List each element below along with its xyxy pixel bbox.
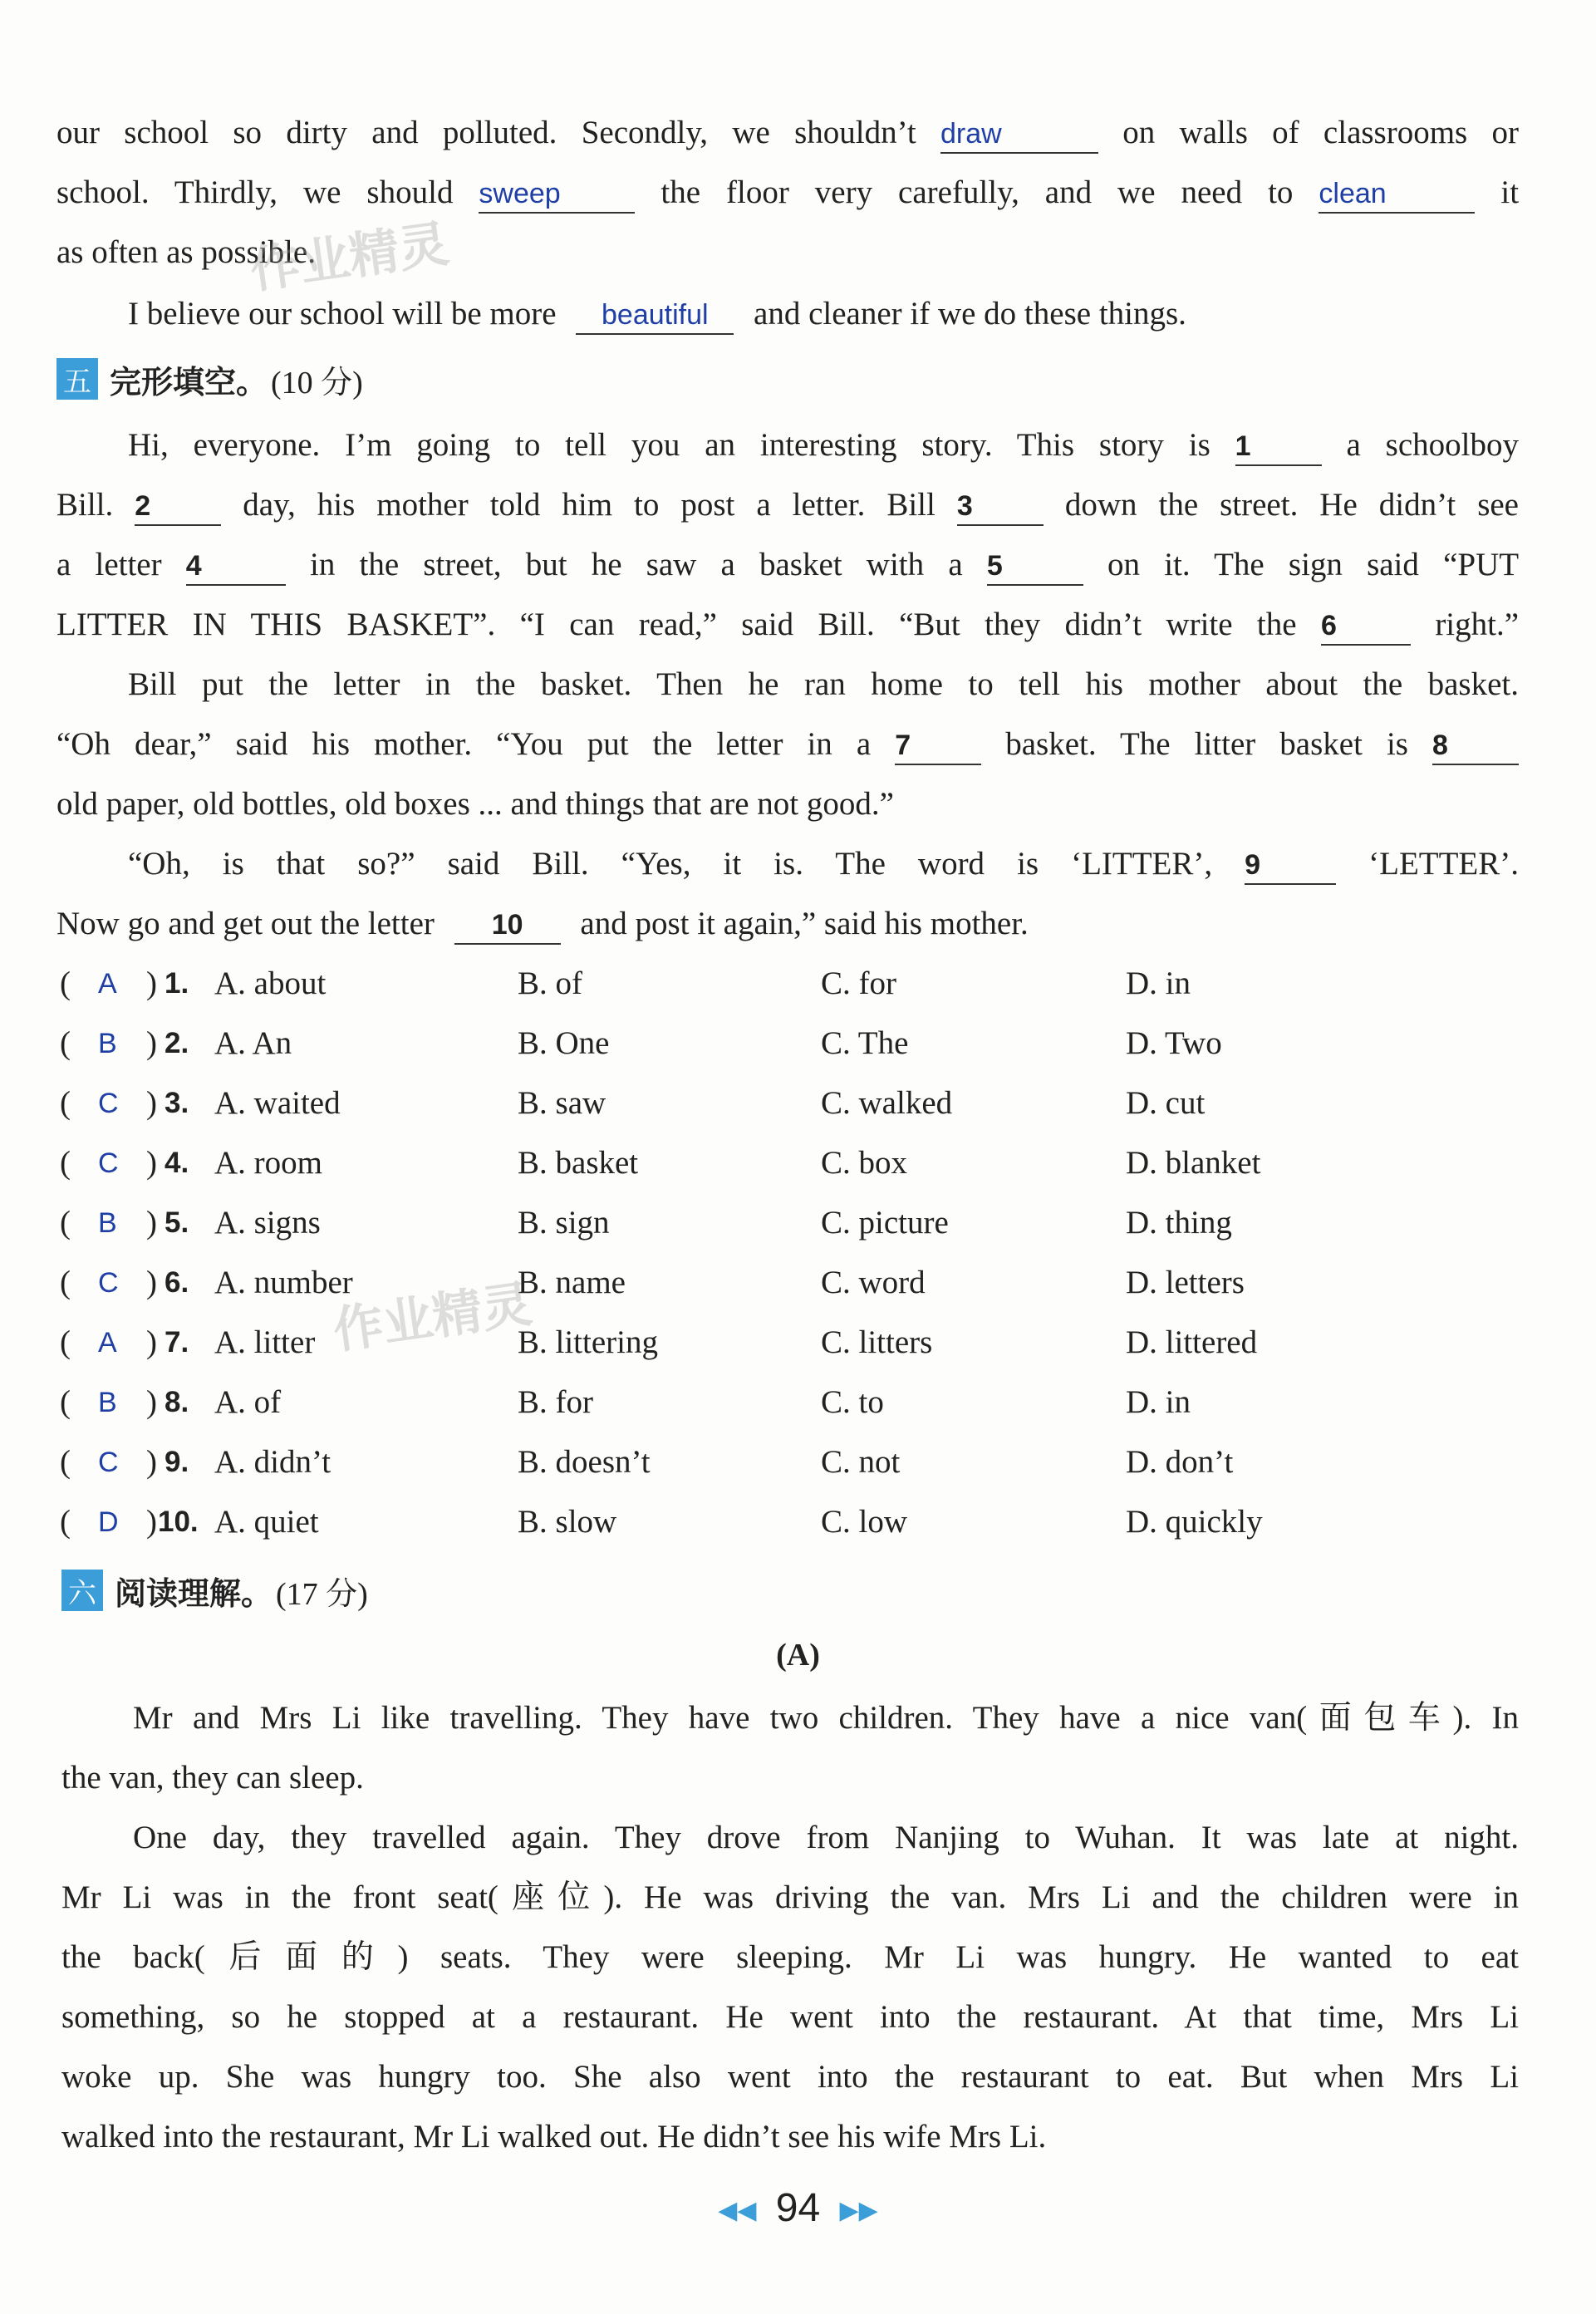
answer-mark[interactable]: C: [98, 1147, 119, 1179]
cloze-line-1: Hi, everyone. I’m going to tell you an interesting story. This story is 1 a schoolboy: [128, 424, 1519, 467]
question-number: 10.: [158, 1506, 199, 1538]
cloze-line-6: “Oh dear,” said his mother. “You put the letter in a 7 basket. The litter basket is 8: [56, 723, 1519, 766]
question-number: 7.: [165, 1326, 189, 1358]
option-b[interactable]: B. slow: [518, 1504, 617, 1540]
answer-mark[interactable]: B: [98, 1207, 117, 1239]
option-d[interactable]: D. cut: [1126, 1085, 1206, 1121]
cloze-blank-4[interactable]: 4: [186, 547, 286, 586]
option-d[interactable]: D. Two: [1126, 1025, 1222, 1061]
section-6-title: 阅读理解。: [115, 1575, 273, 1612]
answer-blank-beautiful[interactable]: beautiful: [576, 296, 734, 335]
option-d[interactable]: D. blanket: [1126, 1145, 1261, 1181]
answer-mark[interactable]: C: [98, 1447, 119, 1478]
cloze-blank-10[interactable]: 10: [454, 906, 561, 945]
option-d[interactable]: D. thing: [1126, 1205, 1232, 1241]
reading-subheading: (A): [776, 1638, 820, 1673]
question-row: ( B ) 5. A. signs B. sign C. picture D. thing: [56, 1201, 1519, 1245]
reading-line: woke up. She was hungry too. She also went into the restaurant to eat. But when Mrs Li: [61, 2059, 1519, 2095]
option-c[interactable]: C. low: [821, 1504, 908, 1540]
passage-line-1: our school so dirty and polluted. Secondly, we shouldn’t draw on walls of classrooms or: [56, 111, 1519, 155]
cloze-line-2: Bill. 2 day, his mother told him to post a letter. Bill 3 down the street. He didn’t see: [56, 484, 1519, 527]
option-b[interactable]: B. One: [518, 1025, 610, 1061]
question-number: 2.: [165, 1027, 189, 1059]
option-b[interactable]: B. sign: [518, 1205, 610, 1241]
option-c[interactable]: C. walked: [821, 1085, 953, 1121]
page-number: 94: [775, 2186, 821, 2230]
section-5-header: [56, 356, 363, 402]
section-6-score: (17 分): [276, 1576, 368, 1612]
answer-blank-clean[interactable]: clean: [1319, 174, 1475, 214]
question-row: ( A ) 7. A. litter B. littering C. litters D. littered: [56, 1321, 1519, 1364]
cloze-line-4: LITTER IN THIS BASKET”. “I can read,” said Bill. “But they didn’t write the 6 right.”: [56, 603, 1519, 646]
option-d[interactable]: D. letters: [1126, 1265, 1245, 1300]
cloze-blank-3[interactable]: 3: [957, 487, 1044, 526]
reading-line: the back(后面的) seats. They were sleeping. Mr Li was hungry. He wanted to eat: [61, 1939, 1519, 1975]
question-number: 4.: [165, 1147, 189, 1179]
answer-mark[interactable]: B: [98, 1028, 117, 1059]
cloze-blank-6[interactable]: 6: [1321, 607, 1411, 646]
option-a[interactable]: A. waited: [214, 1085, 341, 1121]
question-row: ( C ) 3. A. waited B. saw C. walked D. cut: [56, 1082, 1519, 1125]
option-d[interactable]: D. littered: [1126, 1324, 1258, 1360]
answer-mark[interactable]: A: [98, 1327, 117, 1358]
option-c[interactable]: C. not: [821, 1444, 901, 1480]
question-number: 5.: [165, 1206, 189, 1239]
option-b[interactable]: B. littering: [518, 1324, 658, 1360]
cloze-blank-9[interactable]: 9: [1245, 846, 1336, 885]
option-a[interactable]: A. of: [214, 1384, 282, 1420]
answer-mark[interactable]: B: [98, 1387, 117, 1418]
reading-line: Mr Li was in the front seat(座位). He was driving the van. Mrs Li and the children were in: [61, 1879, 1519, 1915]
question-row: ( C ) 4. A. room B. basket C. box D. blanket: [56, 1142, 1519, 1185]
reading-line: One day, they travelled again. They drove from Nanjing to Wuhan. It was late at night.: [133, 1820, 1519, 1855]
question-number: 1.: [165, 967, 189, 1000]
passage-line-3: as often as possible.: [56, 234, 316, 270]
answer-mark[interactable]: C: [98, 1088, 119, 1119]
option-c[interactable]: C. picture: [821, 1205, 949, 1241]
reading-line: something, so he stopped at a restaurant. He went into the restaurant. At that time, Mrs Li: [61, 1999, 1519, 2035]
option-c[interactable]: C. for: [821, 965, 896, 1001]
answer-mark[interactable]: D: [98, 1506, 119, 1538]
option-b[interactable]: B. for: [518, 1384, 593, 1420]
answer-mark[interactable]: C: [98, 1267, 119, 1299]
section-5-score: (10 分): [271, 365, 363, 400]
cloze-line-7: old paper, old bottles, old boxes ... and things that are not good.”: [56, 786, 894, 822]
question-number: 3.: [165, 1087, 189, 1119]
cloze-line-5: Bill put the letter in the basket. Then he ran home to tell his mother about the basket.: [128, 666, 1519, 702]
reading-line: walked into the restaurant, Mr Li walked out. He didn’t see his wife Mrs Li.: [61, 2119, 1047, 2154]
cloze-line-3: a letter 4 in the street, but he saw a basket with a 5 on it. The sign said “PUT: [56, 543, 1519, 587]
answer-blank-draw[interactable]: draw: [940, 115, 1098, 154]
section-5-badge: 五: [56, 358, 98, 400]
option-d[interactable]: D. in: [1126, 1384, 1191, 1420]
question-row: ( B ) 2. A. An B. One C. The D. Two: [56, 1022, 1519, 1065]
option-a[interactable]: A. number: [214, 1265, 353, 1300]
option-a[interactable]: A. litter: [214, 1324, 316, 1360]
cloze-blank-2[interactable]: 2: [135, 487, 221, 526]
passage-line-2: school. Thirdly, we should sweep the floor very carefully, and we need to clean it: [56, 171, 1519, 214]
question-row: ( A ) 1. A. about B. of C. for D. in: [56, 962, 1519, 1005]
question-row: ( C ) 9. A. didn’t B. doesn’t C. not D. don’t: [56, 1441, 1519, 1484]
watermark-logo: 作业精灵: [246, 214, 453, 301]
option-c[interactable]: C. box: [821, 1145, 908, 1181]
cloze-line-9: Now go and get out the letter 10 and post it again,” said his mother.: [56, 902, 1519, 946]
option-d[interactable]: D. quickly: [1126, 1504, 1263, 1540]
option-b[interactable]: B. basket: [518, 1145, 639, 1181]
option-b[interactable]: B. doesn’t: [518, 1444, 651, 1480]
option-a[interactable]: A. quiet: [214, 1504, 319, 1540]
prev-page-icon[interactable]: ◀◀: [718, 2196, 757, 2224]
question-number: 8.: [165, 1386, 189, 1418]
question-row: ( C ) 6. A. number B. name C. word D. letters: [56, 1261, 1519, 1304]
cloze-blank-1[interactable]: 1: [1235, 427, 1322, 466]
question-row: ( B ) 8. A. of B. for C. to D. in: [56, 1381, 1519, 1424]
cloze-line-8: “Oh, is that so?” said Bill. “Yes, it is. The word is ‘LITTER’, 9 ‘LETTER’.: [128, 843, 1519, 886]
page-number-footer: [0, 2185, 1596, 2231]
section-6-header: [61, 1567, 368, 1614]
answer-mark[interactable]: A: [98, 968, 117, 1000]
reading-line: Mr and Mrs Li like travelling. They have two children. They have a nice van(面包车). In: [133, 1700, 1519, 1736]
option-c[interactable]: C. litters: [821, 1324, 933, 1360]
option-b[interactable]: B. of: [518, 965, 582, 1001]
option-a[interactable]: A. room: [214, 1145, 322, 1181]
cloze-blank-8[interactable]: 8: [1432, 726, 1519, 765]
watermark-logo: 作业精灵: [329, 1275, 536, 1361]
cloze-blank-7[interactable]: 7: [895, 726, 981, 765]
option-d[interactable]: D. in: [1126, 965, 1191, 1001]
passage-line-4: I believe our school will be more beautiful and cleaner if we do these things.: [128, 292, 1391, 336]
reading-line: the van, they can sleep.: [61, 1760, 364, 1796]
option-a[interactable]: A. didn’t: [214, 1444, 331, 1480]
option-a[interactable]: A. about: [214, 965, 327, 1001]
question-number: 9.: [165, 1446, 189, 1478]
section-6-badge: 六: [61, 1570, 103, 1611]
option-c[interactable]: C. word: [821, 1265, 926, 1300]
option-a[interactable]: A. An: [214, 1025, 292, 1061]
option-a[interactable]: A. signs: [214, 1205, 321, 1241]
option-c[interactable]: C. to: [821, 1384, 884, 1420]
answer-blank-sweep[interactable]: sweep: [479, 174, 635, 214]
option-b[interactable]: B. name: [518, 1265, 626, 1300]
section-5-title: 完形填空。: [110, 363, 268, 400]
cloze-blank-5[interactable]: 5: [987, 547, 1083, 586]
next-page-icon[interactable]: ▶▶: [839, 2196, 878, 2224]
question-number: 6.: [165, 1266, 189, 1299]
option-b[interactable]: B. saw: [518, 1085, 606, 1121]
option-d[interactable]: D. don’t: [1126, 1444, 1234, 1480]
question-row: ( D ) 10. A. quiet B. slow C. low D. quickly: [56, 1501, 1519, 1544]
option-c[interactable]: C. The: [821, 1025, 909, 1061]
